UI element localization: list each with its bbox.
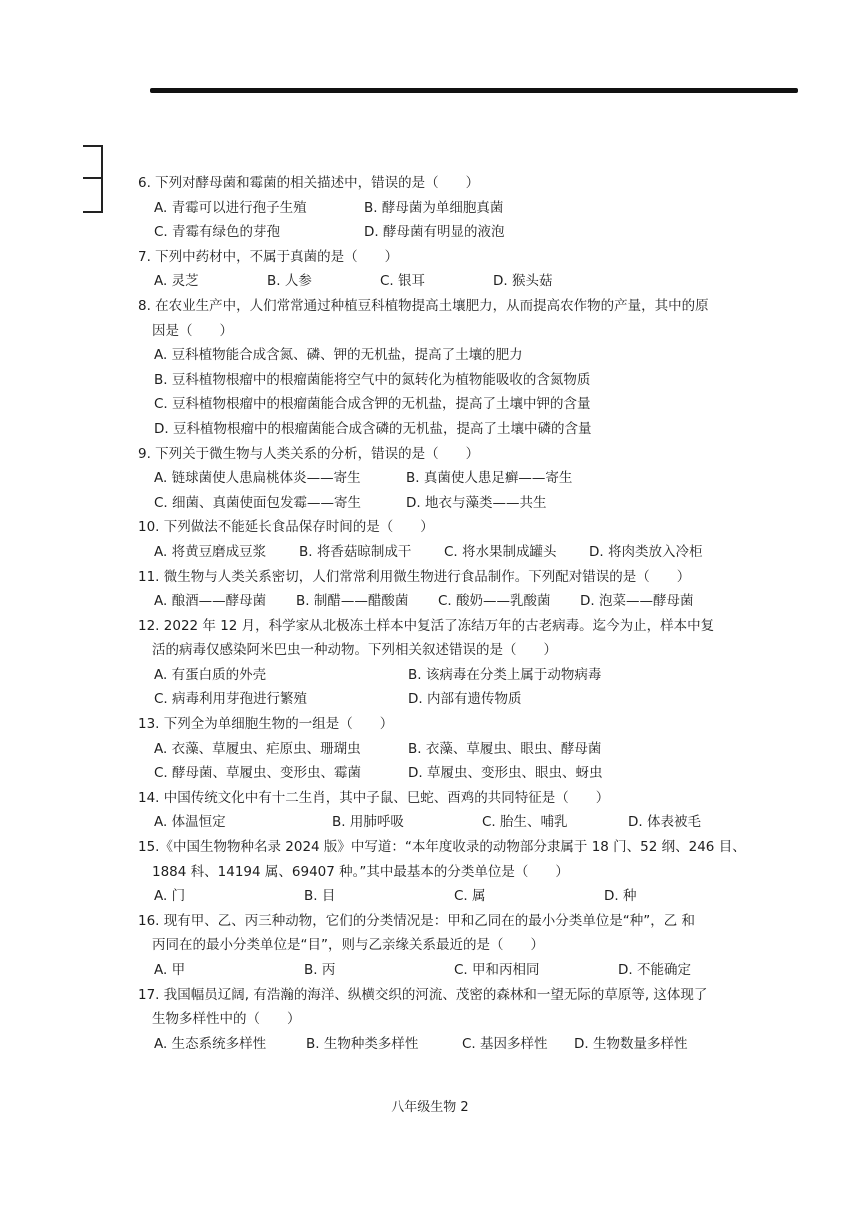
question-7-options (138, 269, 778, 294)
question-13: 13. 下列全为单细胞生物的一组是（ ） (138, 716, 394, 733)
question-8-options (138, 343, 778, 441)
header-rule (150, 88, 798, 93)
question-8-continued: 因是（ ） (152, 322, 233, 339)
option: D. 不能确定 (618, 962, 691, 978)
question-7: 7. 下列中药材中，不属于真菌的是（ ） (138, 248, 399, 265)
option: A. 酿酒——酵母菌 (154, 593, 267, 610)
option: B. 豆科植物根瘤中的根瘤菌能将空气中的氮转化为植物能吸收的含氮物质 (154, 371, 591, 388)
option: A. 豆科植物能合成含氮、磷、钾的无机盐，提高了土壤的肥力 (154, 347, 523, 364)
option: C. 豆科植物根瘤中的根瘤菌能合成含钾的无机盐，提高了土壤中钾的含量 (154, 396, 591, 413)
option: D. 草履虫、变形虫、眼虫、蚜虫 (408, 765, 603, 782)
option: D. 生物数量多样性 (574, 1035, 688, 1052)
question-9-options (138, 466, 778, 491)
option: A. 将黄豆磨成豆浆 (154, 543, 267, 560)
question-17-continued: 生物多样性中的（ ） (152, 1011, 301, 1028)
option: C. 细菌、真菌使面包发霉——寄生 (154, 494, 362, 511)
option: B. 制醋——醋酸菌 (296, 593, 409, 610)
option: D. 将肉类放入冷柜 (589, 543, 703, 560)
option: A. 衣藻、草履虫、疟原虫、珊瑚虫 (154, 740, 361, 757)
option: B. 酵母菌为单细胞真菌 (364, 199, 504, 216)
question-6-options (138, 196, 778, 221)
option: A. 门 (154, 888, 186, 905)
question-17: 17. 我国幅员辽阔, 有浩瀚的海洋、纵横交织的河流、茂密的森林和一望无际的草原等, 这体现了 (138, 986, 708, 1003)
page-footer: 八年级生物 2 (391, 1100, 469, 1115)
binding-margin-bracket (83, 145, 103, 213)
question-11-options (138, 589, 778, 614)
question-15-options (138, 884, 778, 909)
question-15: 15.《中国生物物种名录 2024 版》中写道：“本年度收录的动物部分隶属于 18 门、52 纲、246 目、 (138, 839, 746, 856)
option: D. 豆科植物根瘤中的根瘤菌能合成含磷的无机盐，提高了土壤中磷的含量 (154, 420, 592, 437)
option: A. 体温恒定 (154, 814, 226, 831)
option: C. 病毒利用芽孢进行繁殖 (154, 691, 308, 708)
option: B. 该病毒在分类上属于动物病毒 (408, 666, 602, 683)
option: B. 人参 (267, 273, 312, 290)
question-10: 10. 下列做法不能延长食品保存时间的是（ ） (138, 519, 434, 536)
option: C. 酵母菌、草履虫、变形虫、霉菌 (154, 765, 362, 782)
question-9: 9. 下列关于微生物与人类关系的分析，错误的是（ ） (138, 445, 480, 462)
option: A. 生态系统多样性 (154, 1035, 267, 1052)
option: B. 目 (304, 888, 336, 905)
option: B. 生物种类多样性 (306, 1035, 419, 1052)
question-12-options (138, 687, 778, 712)
question-12-options (138, 663, 778, 688)
option: C. 甲和丙相同 (454, 962, 540, 978)
question-9-options (138, 491, 778, 516)
option: B. 真菌使人患足癣——寄生 (406, 470, 573, 487)
question-11: 11. 微生物与人类关系密切，人们常常利用微生物进行食品制作。下列配对错误的是（ ） (138, 568, 691, 585)
option: A. 链球菌使人患扁桃体炎——寄生 (154, 470, 361, 487)
option: D. 酵母菌有明显的液泡 (364, 224, 505, 241)
option: B. 将香菇晾制成干 (299, 543, 412, 560)
question-12: 12. 2022 年 12 月，科学家从北极冻土样本中复活了冻结万年的古老病毒。迄今为止，样本中复 (138, 617, 715, 634)
question-list (138, 171, 778, 1056)
question-14: 14. 中国传统文化中有十二生肖，其中子鼠、巳蛇、酉鸡的共同特征是（ ） (138, 789, 610, 806)
option: A. 有蛋白质的外壳 (154, 666, 267, 683)
question-16-continued: 丙同在的最小分类单位是“目”，则与乙亲缘关系最近的是（ ） (152, 937, 544, 954)
question-13-options (138, 737, 778, 762)
question-17-options (138, 1032, 778, 1057)
option: D. 体表被毛 (628, 814, 701, 831)
option: A. 灵芝 (154, 273, 199, 290)
question-15-continued: 1884 科、14194 属、69407 种。”其中最基本的分类单位是（ ） (152, 863, 569, 880)
option: B. 衣藻、草履虫、眼虫、酵母菌 (408, 740, 602, 757)
option: A. 甲 (154, 962, 186, 978)
question-8: 8. 在农业生产中，人们常常通过种植豆科植物提高土壤肥力，从而提高农作物的产量，其中的原 (138, 297, 709, 314)
option: C. 酸奶——乳酸菌 (438, 593, 551, 610)
question-13-options (138, 761, 778, 786)
question-10-options (138, 540, 778, 565)
option: C. 银耳 (380, 273, 426, 290)
option: D. 猴头菇 (493, 273, 553, 290)
option: C. 将水果制成罐头 (444, 543, 557, 560)
option: C. 青霉有绿色的芽孢 (154, 224, 281, 241)
question-16: 16. 现有甲、乙、丙三种动物，它们的分类情况是：甲和乙同在的最小分类单位是“种”，乙 和 (138, 912, 696, 929)
option: B. 丙 (304, 962, 336, 978)
question-14-options (138, 810, 778, 835)
option: C. 属 (454, 888, 486, 905)
option: D. 泡菜——酵母菌 (580, 593, 694, 610)
option: D. 地衣与藻类——共生 (406, 494, 547, 511)
option: D. 内部有遗传物质 (408, 691, 522, 708)
question-6-options (138, 220, 778, 245)
option: C. 基因多样性 (462, 1035, 548, 1052)
option: A. 青霉可以进行孢子生殖 (154, 199, 307, 216)
option: B. 用肺呼吸 (332, 814, 404, 831)
question-12-continued: 活的病毒仅感染阿米巴虫一种动物。下列相关叙述错误的是（ ） (152, 642, 557, 659)
option: C. 胎生、哺乳 (482, 814, 568, 831)
option: D. 种 (604, 888, 637, 905)
question-6: 6. 下列对酵母菌和霉菌的相关描述中，错误的是（ ） (138, 175, 480, 191)
question-16-options (138, 958, 778, 983)
